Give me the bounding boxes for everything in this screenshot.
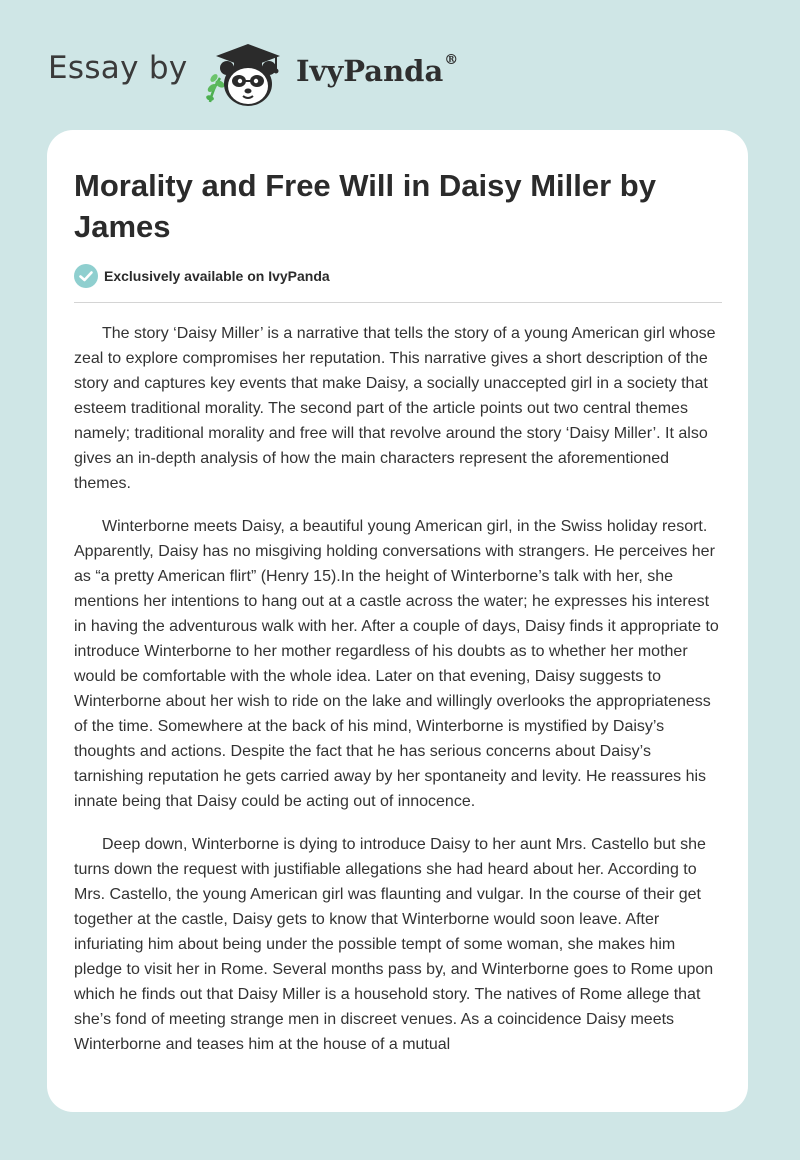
article-body bbox=[74, 321, 722, 1075]
brand-name-text: IvyPanda bbox=[296, 54, 444, 88]
article-paragraph: Deep down, Winterborne is dying to introduce Daisy to her aunt Mrs. Castello but she turns down the request with justifiable allegations she had heard about her. According to Mrs. Castello, the young American girl was flaunting and vulgar. In the course of their get together at the castle, Daisy gets to know that Winterborne would soon leave. After infuriating him about being under the possible tempt of some woman, she makes him pledge to visit her in Rome. Several months pass by, and Winterborne goes to Rome upon which he finds out that Daisy Miller is a household story. The natives of Rome allege that she’s fond of meeting strange men in discreet venues. As a coincidence Daisy meets Winterborne and teases him at the house of a mutual bbox=[74, 836, 714, 1053]
title-divider bbox=[74, 302, 722, 303]
panda-graduate-logo-icon[interactable] bbox=[200, 38, 296, 110]
article-title: Morality and Free Will in Daisy Miller by James bbox=[74, 168, 656, 244]
article-paragraph: Winterborne meets Daisy, a beautiful young American girl, in the Swiss holiday resort. Apparently, Daisy has no misgiving holding conversations with strangers. He perceives her as “a pretty American flirt” (Henry 15).In the height of Winterborne’s talk with her, she mentions her intentions to hang out at a castle across the water; he expresses his interest in having the adventurous walk with her. After a couple of days, Daisy finds it appropriate to introduce Winterborne to her mother regardless of his doubts as to whether her mother would be comfortable with the whole idea. Later on that evening, Daisy suggests to Winterborne about her wish to ride on the lake and willingly overlooks the appropriateness of the time. Somewhere at the back of his mind, Winterborne is mystified by Daisy’s thoughts and actions. Despite the fact that he has serious concerns about Daisy’s tarnishing reputation he gets carried away by her spontaneity and levity. He reassures his innate being that Daisy could be acting out of innocence. bbox=[74, 518, 719, 810]
article-card bbox=[47, 130, 748, 1112]
article-paragraph: The story ‘Daisy Miller’ is a narrative that tells the story of a young American girl whose zeal to explore compromises her reputation. This narrative gives a short description of the story and captures key events that make Daisy, a socially unaccepted girl in a society that esteem traditional morality. The second part of the article points out two central themes namely; traditional morality and free will that revolve around the story ‘Daisy Miller’. It also gives an in-depth analysis of how the main characters represent the aforementioned themes. bbox=[74, 325, 716, 492]
site-header bbox=[0, 0, 800, 130]
brand-prefix: Essay by bbox=[48, 50, 188, 86]
registered-mark: ® bbox=[444, 52, 459, 68]
check-circle-icon bbox=[74, 264, 98, 288]
exclusive-badge-label: Exclusively available on IvyPanda bbox=[104, 268, 330, 284]
brand-name[interactable] bbox=[296, 54, 458, 88]
exclusive-badge bbox=[74, 264, 330, 288]
